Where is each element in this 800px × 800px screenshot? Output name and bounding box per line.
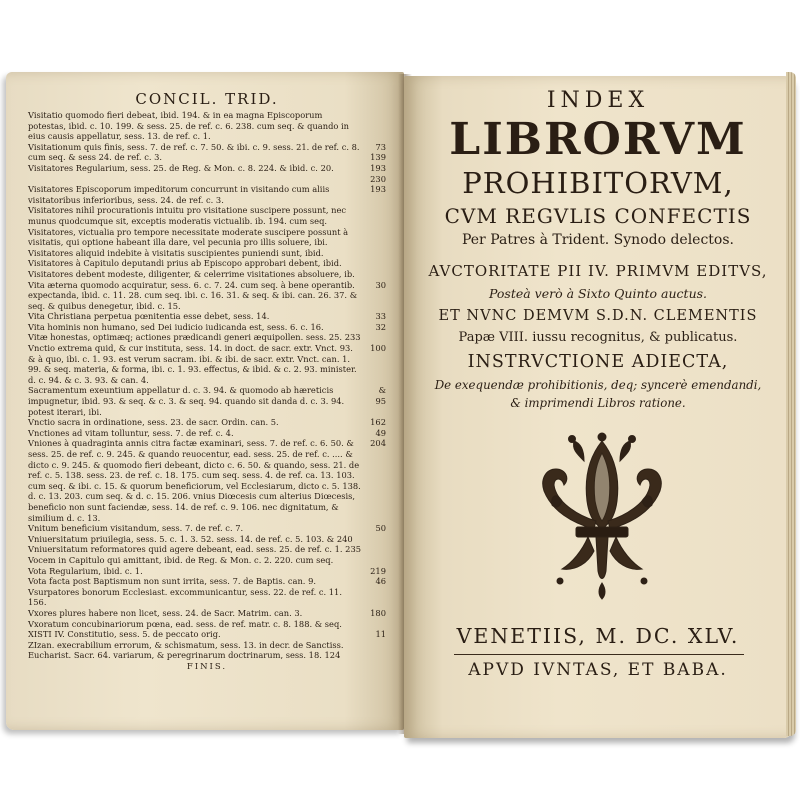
index-entry [28, 110, 386, 142]
index-entry-page: 204 [370, 438, 386, 449]
index-entry [28, 587, 386, 608]
index-entry-text: Vniuersitatum reformatores quid agere debeant, ead. sess. 25. de ref. c. 1. 235 [28, 544, 362, 555]
index-entry [28, 163, 386, 184]
finis-label: FINIS. [186, 661, 228, 672]
index-entry [28, 417, 386, 428]
index-entry [28, 332, 386, 343]
index-entry-page: 73 139 [370, 141, 386, 163]
index-entry-page: 46 [375, 576, 386, 587]
index-entry-text: Vniuersitatum priuilegia, sess. 5. c. 1. 3. 52. sess. 14. de ref. c. 5. 103. & 240 [28, 533, 353, 544]
index-entry-page: 32 [375, 321, 386, 332]
index-entries [28, 110, 386, 661]
title-cum-regulis: CVM REGVLIS CONFECTIS [444, 204, 752, 228]
index-entry-page: 49 [375, 427, 386, 438]
index-entry-page: 180 [370, 607, 386, 618]
index-entry-page: 219 [370, 565, 386, 576]
left-page-header: CONCIL. TRID. [135, 90, 279, 108]
index-entry [28, 280, 386, 312]
title-et-nunc: ET NVNC DEMVM S.D.N. CLEMENTIS [438, 308, 758, 324]
index-entry-text: Visitatores debent modeste, diligenter, & celerrime visitationes absoluere, ib. [28, 268, 355, 279]
title-index: INDEX [546, 88, 650, 113]
index-entry [28, 523, 386, 534]
index-entry-text: ZIzan. execrabilium errorum, & schismatum, sess. 13. in decr. de Sanctiss. Eucharist. Sacr. 64. variarum, & peregrinarum doctrinarum, sess. 18. 124 [28, 639, 344, 661]
index-entry [28, 269, 386, 280]
index-entry-text: Visitatores aliquid indebite à visitatis suscipientes puniendi sunt, ibid. [28, 247, 324, 258]
index-entry-text: Vsurpatores bonorum Ecclesiast. excommunicantur, sess. 22. de ref. c. 11. 156. [28, 586, 342, 608]
index-entry [28, 438, 386, 523]
index-entry-text: Visitationum quis finis, sess. 7. de ref. c. 7. 50. & ibi. c. 9. sess. 21. de ref. c. 8. cum seq. & sess 24. de ref. c. 3. [28, 141, 360, 163]
index-entry [28, 248, 386, 259]
title-postea: Posteà verò à Sixto Quinto auctus. [488, 286, 708, 301]
imprint-apud: APVD IVNTAS, ET BABA. [468, 660, 728, 680]
title-per-patres: Per Patres à Trident. Synodo delectos. [461, 232, 734, 248]
index-entry-text: Vnitum beneficium visitandum, sess. 7. de ref. c. 7. [28, 523, 244, 534]
index-entry-text: Vota Regularium, ibid. c. 1. [28, 565, 143, 576]
index-entry [28, 555, 386, 566]
index-entry [28, 385, 386, 417]
title-imprimendi: & imprimendi Libros ratione. [510, 396, 686, 410]
title-papae: Papæ VIII. iussu recognitus, & publicatus. [458, 330, 738, 345]
left-page-index [6, 72, 404, 730]
index-entry [28, 576, 386, 587]
imprint-rule [454, 654, 744, 655]
index-entry [28, 544, 386, 555]
index-entry-page: 193 [370, 184, 386, 195]
index-entry-page: & 95 [375, 385, 386, 407]
index-entry-page: 50 [375, 523, 386, 534]
index-entry-text: XISTI IV. Constitutio, sess. 5. de peccato orig. [28, 629, 221, 640]
index-entry [28, 311, 386, 322]
index-entry-text: Vita æterna quomodo acquiratur, sess. 6. c. 7. 24. cum seq. à bene operantib. expectanda, ibid. c. 11. 28. cum seq. ibi. c. 16. 31. & seq. & ibi. can. 26. 37. & seq. & quibus denegetur, ibid. c. 15. [28, 279, 358, 311]
index-entry-page: 100 [370, 343, 386, 354]
index-entry-page: 162 [370, 417, 386, 428]
fleur-de-lis-icon [532, 431, 672, 601]
index-entry [28, 227, 386, 248]
title-instructione: INSTRVCTIONE ADIECTA, [467, 352, 729, 372]
index-entry [28, 534, 386, 545]
index-entry-page: 33 [375, 311, 386, 322]
index-entry [28, 566, 386, 577]
index-entry-page: 11 [375, 629, 386, 640]
index-entry-text: Vita Christiana perpetua pœnitentia esse debet, sess. 14. [28, 311, 270, 322]
index-entry-text: Vota facta post Baptismum non sunt irrita, sess. 7. de Baptis. can. 9. [28, 576, 316, 587]
index-entry-text: Visitatio quomodo fieri debeat, ibid. 194. & in ea magna Episcoporum potestas, ibid. c. 10. 199. & sess. 25. de ref. c. 6. 238. cum seq. & quando in eius causis appellatur, sess. 13. de ref. c. 1. [28, 110, 350, 142]
index-entry-text: Visitatores à Capitulo deputandi prius ab Episcopo approbari debent, ibid. [28, 258, 342, 269]
title-prohibitorum: PROHIBITORVM, [462, 166, 734, 200]
index-entry [28, 205, 386, 226]
index-entry [28, 184, 386, 205]
index-entry [28, 142, 386, 163]
index-entry-text: Visitatores Regularium, sess. 25. de Reg. & Mon. c. 8. 224. & ibid. c. 20. [28, 162, 334, 173]
index-entry-page: 30 [375, 279, 386, 290]
index-entry-text: Sacramentum exeuntium appellatur d. c. 3. 94. & quomodo ab hæreticis impugnetur, ibid. 93. & seq. & c. 3. & seq. 94. quando sit danda d. c. 3. 94. potest iterari, ibi. [28, 385, 345, 417]
index-entry-text: Visitatores, victualia pro tempore necessitate moderate suscipere possunt à visitatis, qui optione habeant illa dare, vel pecunia pro illis soluere, ibi. [28, 226, 349, 248]
index-entry-page: 193 230 [370, 162, 386, 184]
index-entry [28, 619, 386, 630]
index-entry [28, 608, 386, 619]
index-entry-text: Vita hominis non humano, sed Dei iudicio iudicanda est, sess. 6. c. 16. [28, 321, 324, 332]
title-librorum: LIBRORVM [449, 114, 747, 165]
index-entry [28, 258, 386, 269]
index-entry-text: Vnctio sacra in ordinatione, sess. 23. de sacr. Ordin. can. 5. [28, 417, 279, 428]
index-entry-text: Vnctiones ad vitam tolluntur, sess. 7. de ref. c. 4. [28, 427, 234, 438]
index-entry [28, 428, 386, 439]
index-entry-text: Vxoratum concubinariorum pœna, ead. sess. de ref. matr. c. 8. 188. & seq. [28, 618, 342, 629]
index-entry [28, 322, 386, 333]
index-entry-text: Vnctio extrema quid, & cur instituta, sess. 14. in doct. de sacr. extr. Vnct. 93. & à quo, ibi. c. 1. 93. est verum sacram. ibi. & ibi. de sacr. extr. Vnct. can. 1. 99. & seq. materia, & forma, ibi. c. 1. 93. effectus, & ibid. & c. 2. 93. minister. d. c. 94. & c. 3. 93. & can. 4. [28, 343, 357, 385]
index-entry-text: Visitatores Episcoporum impeditorum concurrunt in visitando cum aliis visitatoribus inferioribus, sess. 24. de ref. c. 3. [28, 184, 330, 205]
page-edges [786, 72, 796, 736]
index-entry [28, 640, 386, 661]
index-entry [28, 343, 386, 385]
index-entry-text: Vniones à quadraginta annis citra factæ examinari, sess. 7. de ref. c. 6. 50. & sess. 25. de ref. c. 9. 245. & quando reuocentur, ead. sess. 25. de ref. c. .... & dicto c. 9. 245. & quomodo fieri debeant, dicto c. 6. 50. & quando, sess. 21. de ref. c. 5. 138. sess. 23. de ref. c. 18. 175. cum seq. sess. 4. de ref. ca. 13. 103. cum seq. & ibi. c. 15. & quorum beneficiorum, vel Ecclesiarum, dicto c. 5. 138. d. c. 13. 203. cum seq. & d. c. 15. 206. vnius Diœcesis cum alterius Diœcesis, beneficio non sunt faciendæ, sess. 14. de ref. c. 9. 106. nec dignitatum, & similium d. c. 13. [28, 438, 361, 523]
index-entry-text: Vitæ honestas, optimæq; actiones prædicandi generi æquipollen. sess. 25. 233 [28, 332, 361, 343]
index-entry [28, 629, 386, 640]
right-page-title-page [404, 76, 792, 738]
index-entry-text: Vxores plures habere non licet, sess. 24. de Sacr. Matrim. can. 3. [28, 607, 303, 618]
index-entry-text: Visitatores nihil procurationis intuitu pro visitatione suscipere possunt, nec munus quodcumque sit, exceptis moderatis victualib. ib. 194. cum seq. [28, 205, 347, 226]
index-entry-text: Vocem in Capitulo qui amittant, ibid. de Reg. & Mon. c. 2. 220. cum seq. [28, 554, 334, 565]
title-auctoritate: AVCTORITATE PII IV. PRIMVM EDITVS, [428, 262, 768, 280]
imprint-venetiis: VENETIIS, M. DC. XLV. [456, 624, 740, 648]
title-de-exequendae: De exequendæ prohibitionis, deq; syncerè emendandi, [434, 378, 762, 392]
